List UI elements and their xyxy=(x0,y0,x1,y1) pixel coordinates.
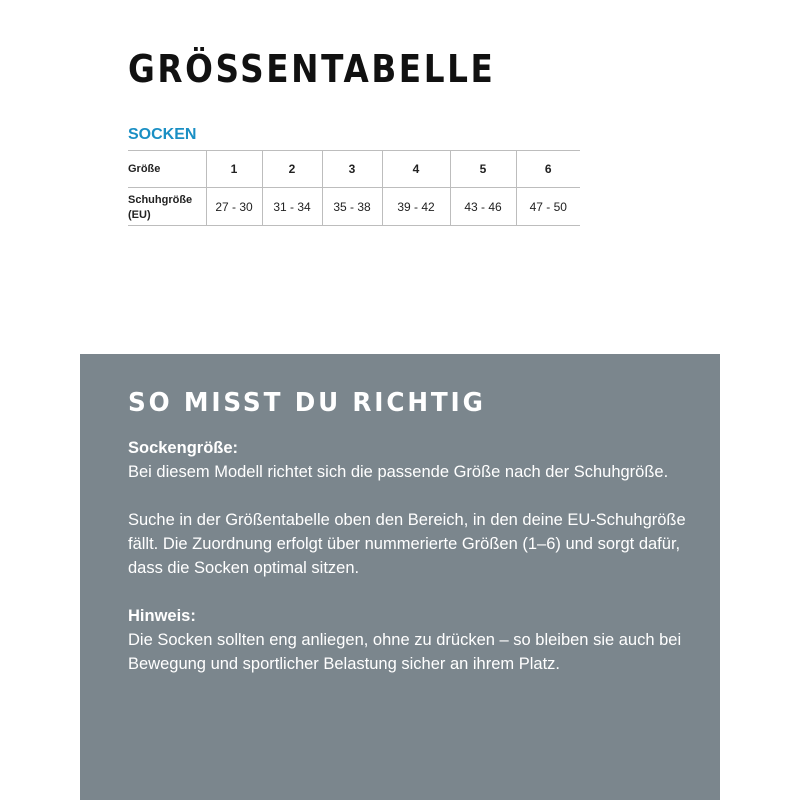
size-table xyxy=(128,150,580,226)
guide-paragraph-2: Suche in der Größentabelle oben den Bereich, in den deine EU-Schuhgröße fällt. Die Zuordnung erfolgt über nummerierte Größen (1–6) und sorgt dafür, dass die Socken optimal sitzen. xyxy=(128,511,686,577)
guide-paragraph-1 xyxy=(128,436,688,484)
size-cell: 5 xyxy=(450,151,516,188)
row-header-size: Größe xyxy=(128,151,206,188)
row-header-shoe-size-line1: Schuhgröße xyxy=(128,193,193,206)
page-title: GRÖSSENTABELLE xyxy=(128,47,496,91)
guide-para-3-text: Die Socken sollten eng anliegen, ohne zu drücken – so bleiben sie auch bei Bewegung und sportlicher Belastung sicher an ihrem Platz. xyxy=(128,631,682,673)
guide-heading: SO MISST DU RICHTIG xyxy=(128,388,486,418)
shoe-size-cell: 47 - 50 xyxy=(516,188,580,226)
note-label: Hinweis: xyxy=(128,607,196,625)
size-cell: 1 xyxy=(206,151,262,188)
shoe-size-cell: 39 - 42 xyxy=(382,188,450,226)
size-cell: 6 xyxy=(516,151,580,188)
guide-para-1-text: Bei diesem Modell richtet sich die passende Größe nach der Schuhgröße. xyxy=(128,463,669,481)
measure-guide-panel xyxy=(80,354,720,800)
shoe-size-cell: 27 - 30 xyxy=(206,188,262,226)
size-cell: 2 xyxy=(262,151,322,188)
size-cell: 3 xyxy=(322,151,382,188)
guide-text xyxy=(128,436,688,700)
shoe-size-cell: 43 - 46 xyxy=(450,188,516,226)
table-header-row xyxy=(128,151,580,188)
row-header-shoe-size xyxy=(128,188,206,226)
sock-size-label: Sockengröße: xyxy=(128,439,239,457)
guide-paragraph-3 xyxy=(128,604,688,676)
size-cell: 4 xyxy=(382,151,450,188)
section-title: SOCKEN xyxy=(128,126,197,143)
table-row xyxy=(128,188,580,226)
shoe-size-cell: 35 - 38 xyxy=(322,188,382,226)
row-header-shoe-size-line2: (EU) xyxy=(128,208,151,221)
shoe-size-cell: 31 - 34 xyxy=(262,188,322,226)
